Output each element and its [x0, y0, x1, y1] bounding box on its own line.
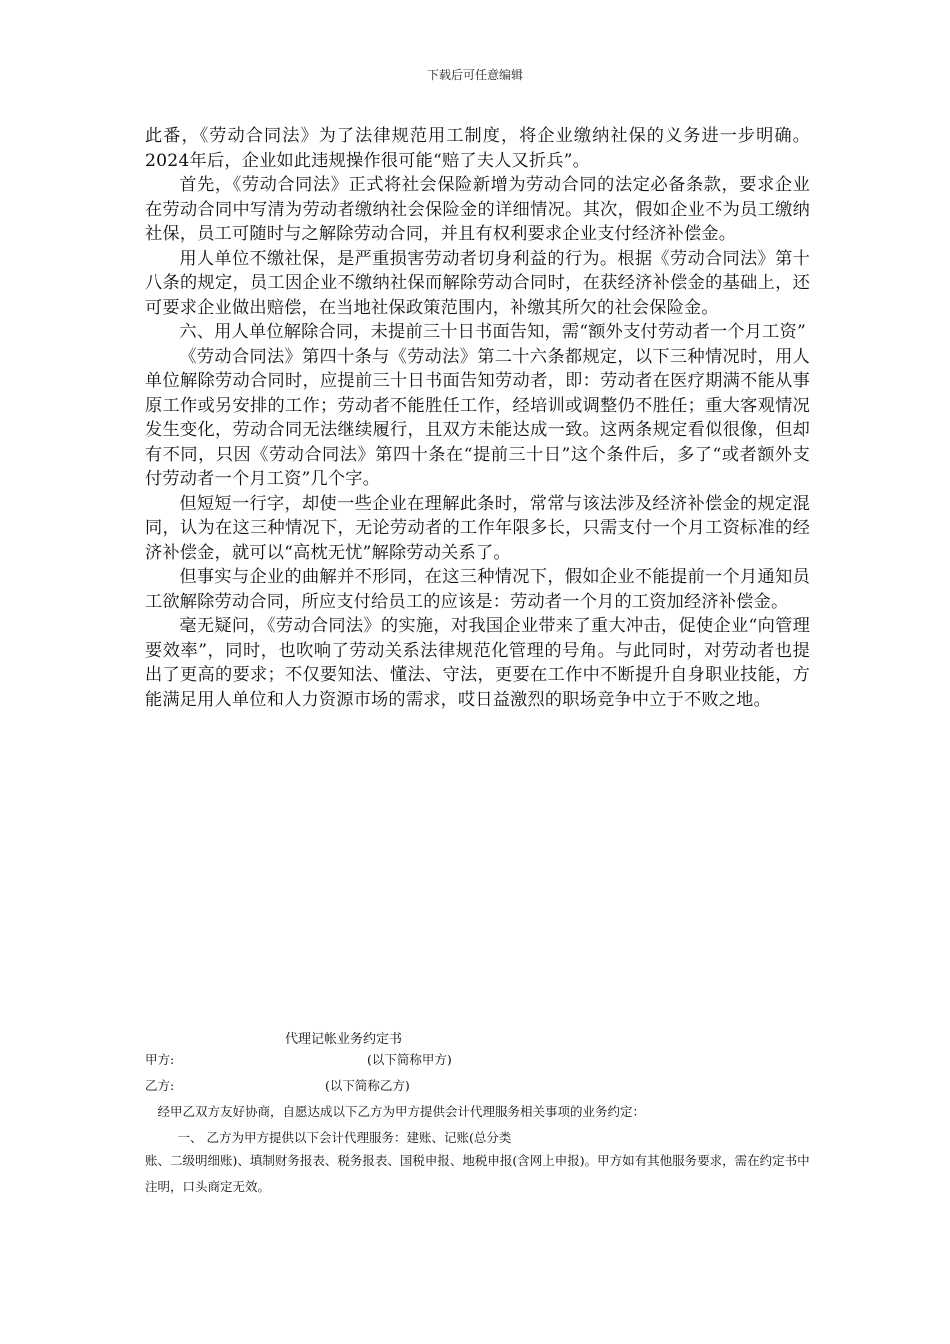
party-a-line [145, 1050, 817, 1076]
party-a-note: (以下简称甲方) [367, 1052, 452, 1067]
contract-title: 代理记帐业务约定书 [285, 1032, 403, 1047]
article-section-heading: 六、用人单位解除合同，未提前三十日书面告知，需“额外支付劳动者一个月工资” [179, 322, 806, 342]
article-paragraph: 《劳动合同法》第四十条与《劳动法》第二十六条都规定，以下三种情况时，用人单位解除劳动合同时，应提前三十日书面告知劳动者，即：劳动者在医疗期满不能从事原工作或另安排的工作；劳动者不能胜任工作，经培训或调整仍不胜任；重大客观情况发生变化，劳动合同无法继续履行，且双方未能达成一致。这两条规定看似很像，但却有不同，只因《劳动合同法》第四十条在“提前三十日”这个条件后，多了“或者额外支付劳动者一个月工资”几个字。 [145, 346, 810, 489]
article-paragraph: 首先，《劳动合同法》正式将社会保险新增为劳动合同的法定必备条款，要求企业在劳动合同中写清为劳动者缴纳社会保险金的详细情况。其次，假如企业不为员工缴纳社保，员工可随时与之解除劳动合同，并且有权利要求企业支付经济补偿金。 [145, 175, 810, 244]
contract-item-1-continued: 账、二级明细账)、填制财务报表、税务报表、国税申报、地税申报(含网上申报)。甲方如有其他服务要求，需在约定书中注明，口头商定无效。 [145, 1153, 810, 1194]
party-b-note: (以下简称乙方) [325, 1078, 410, 1093]
article-paragraph: 用人单位不缴社保，是严重损害劳动者切身利益的行为。根据《劳动合同法》第十八条的规定，员工因企业不缴纳社保而解除劳动合同时，在获经济补偿金的基础上，还可要求企业做出赔偿，在当地社保政策范围内，补缴其所欠的社会保险金。 [145, 248, 810, 318]
article-body [145, 124, 810, 712]
party-b-line [145, 1076, 817, 1102]
article-paragraph: 毫无疑问，《劳动合同法》的实施，对我国企业带来了重大冲击，促使企业“向管理要效率”，同时，也吹响了劳动关系法律规范化管理的号角。与此同时，对劳动者也提出了更高的要求；不仅要知法、懂法、守法，更要在工作中不断提升自身职业技能，方能满足用人单位和人力资源市场的需求，哎日益激烈的职场竞争中立于不败之地。 [145, 616, 810, 710]
party-a-label: 甲方: [145, 1052, 175, 1067]
page-header: 下载后可任意编辑 [426, 68, 523, 82]
contract-item-1: 一、 乙方为甲方提供以下会计代理服务：建账、记账(总分类 [177, 1130, 512, 1145]
contract-intro: 经甲乙双方友好协商，自愿达成以下乙方为甲方提供会计代理服务相关事项的业务约定： [157, 1104, 646, 1119]
party-b-label: 乙方: [145, 1078, 175, 1093]
contract-section [145, 1030, 817, 1200]
article-paragraph: 但事实与企业的曲解并不形同，在这三种情况下，假如企业不能提前一个月通知员工欲解除劳动合同，所应支付给员工的应该是：劳动者一个月的工资加经济补偿金。 [145, 567, 810, 612]
article-paragraph: 此番，《劳动合同法》为了法律规范用工制度，将企业缴纳社保的义务进一步明确。2024年后，企业如此违规操作很可能“赔了夫人又折兵”。 [145, 126, 810, 171]
article-paragraph: 但短短一行字，却使一些企业在理解此条时，常常与该法涉及经济补偿金的规定混同，认为在这三种情况下，无论劳动者的工作年限多长，只需支付一个月工资标准的经济补偿金，就可以“高枕无忧”解除劳动关系了。 [145, 493, 810, 563]
